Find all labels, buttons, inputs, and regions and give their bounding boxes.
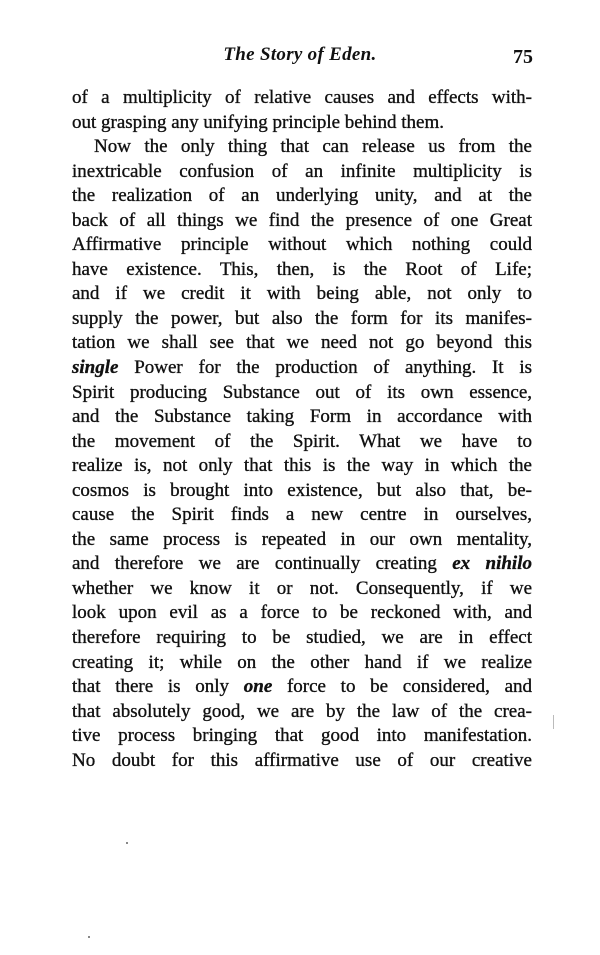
scan-speck bbox=[553, 715, 554, 729]
text-line bbox=[72, 479, 532, 504]
scan-speck bbox=[88, 936, 90, 938]
text-segment: whether we know it or not. Consequently, if we bbox=[72, 577, 532, 599]
text-line bbox=[72, 675, 532, 700]
text-line bbox=[72, 503, 532, 528]
text-line bbox=[72, 111, 532, 136]
text-segment: tation we shall see that we need not go beyond this bbox=[72, 332, 532, 354]
text-segment: supply the power, but also the form for its manifes- bbox=[72, 307, 532, 329]
text-segment: the movement of the Spirit. What we have to bbox=[72, 430, 532, 452]
text-segment: look upon evil as a force to be reckoned with, and bbox=[72, 602, 532, 624]
text-line bbox=[72, 209, 532, 234]
text-line bbox=[72, 552, 532, 577]
text-line bbox=[72, 651, 532, 676]
text-line bbox=[72, 184, 532, 209]
text-segment: Affirmative principle without which nothing could bbox=[72, 234, 532, 256]
text-line bbox=[72, 626, 532, 651]
text-line bbox=[72, 135, 532, 160]
text-line bbox=[72, 430, 532, 455]
text-line bbox=[72, 577, 532, 602]
text-line bbox=[72, 86, 532, 111]
body-text bbox=[72, 86, 532, 773]
text-segment: tive process bringing that good into manifestation. bbox=[72, 725, 532, 747]
text-segment: No doubt for this affirmative use of our creative bbox=[72, 749, 532, 771]
text-segment: and therefore we are continually creating bbox=[72, 553, 453, 575]
text-segment: cause the Spirit finds a new centre in ourselves, bbox=[72, 504, 532, 526]
italic-emphasis: ex nihilo bbox=[452, 553, 532, 575]
text-segment: Power for the production of anything. It is bbox=[118, 357, 532, 379]
text-segment: therefore requiring to be studied, we are in effect bbox=[72, 627, 532, 649]
text-line bbox=[72, 454, 532, 479]
text-segment: and the Substance taking Form in accordance with bbox=[72, 406, 532, 428]
scan-speck bbox=[126, 842, 128, 844]
text-segment: cosmos is brought into existence, but also that, be- bbox=[72, 479, 532, 501]
text-segment: back of all things we find the presence of one Great bbox=[72, 209, 532, 231]
text-segment: of a multiplicity of relative causes and effects with- bbox=[72, 87, 532, 108]
italic-emphasis: one bbox=[243, 676, 273, 698]
text-segment: Now the only thing that can release us from the bbox=[94, 136, 532, 158]
text-line bbox=[72, 258, 532, 283]
text-segment: the realization of an underlying unity, and at the bbox=[72, 185, 532, 207]
italic-emphasis: single bbox=[72, 357, 119, 379]
text-segment: and if we credit it with being able, not only to bbox=[72, 283, 532, 305]
text-segment: the same process is repeated in our own mentality, bbox=[72, 528, 532, 550]
text-line bbox=[72, 331, 532, 356]
text-segment: that absolutely good, we are by the law of the crea- bbox=[72, 700, 532, 722]
text-line bbox=[72, 356, 532, 381]
text-segment: creating it; while on the other hand if we realize bbox=[72, 651, 532, 673]
text-line bbox=[72, 528, 532, 553]
text-segment: realize is, not only that this is the way in which the bbox=[72, 455, 532, 477]
text-line bbox=[72, 405, 532, 430]
page-header bbox=[0, 44, 600, 74]
text-segment: have existence. This, then, is the Root of Life; bbox=[72, 258, 532, 280]
text-segment: that there is only bbox=[72, 676, 244, 698]
text-line bbox=[72, 282, 532, 307]
page-number: 75 bbox=[513, 46, 533, 68]
text-segment: inextricable confusion of an infinite multiplicity is bbox=[72, 160, 532, 182]
text-line bbox=[72, 724, 532, 749]
text-line bbox=[72, 749, 532, 774]
text-segment: Spirit producing Substance out of its own essence, bbox=[72, 381, 532, 403]
text-line bbox=[72, 160, 532, 185]
text-segment: out grasping any unifying principle behind them. bbox=[72, 111, 445, 133]
running-title: The Story of Eden. bbox=[223, 44, 377, 65]
text-line bbox=[72, 307, 532, 332]
text-segment: force to be considered, and bbox=[272, 676, 532, 698]
text-line bbox=[72, 233, 532, 258]
text-line bbox=[72, 381, 532, 406]
text-line bbox=[72, 601, 532, 626]
text-line bbox=[72, 700, 532, 725]
